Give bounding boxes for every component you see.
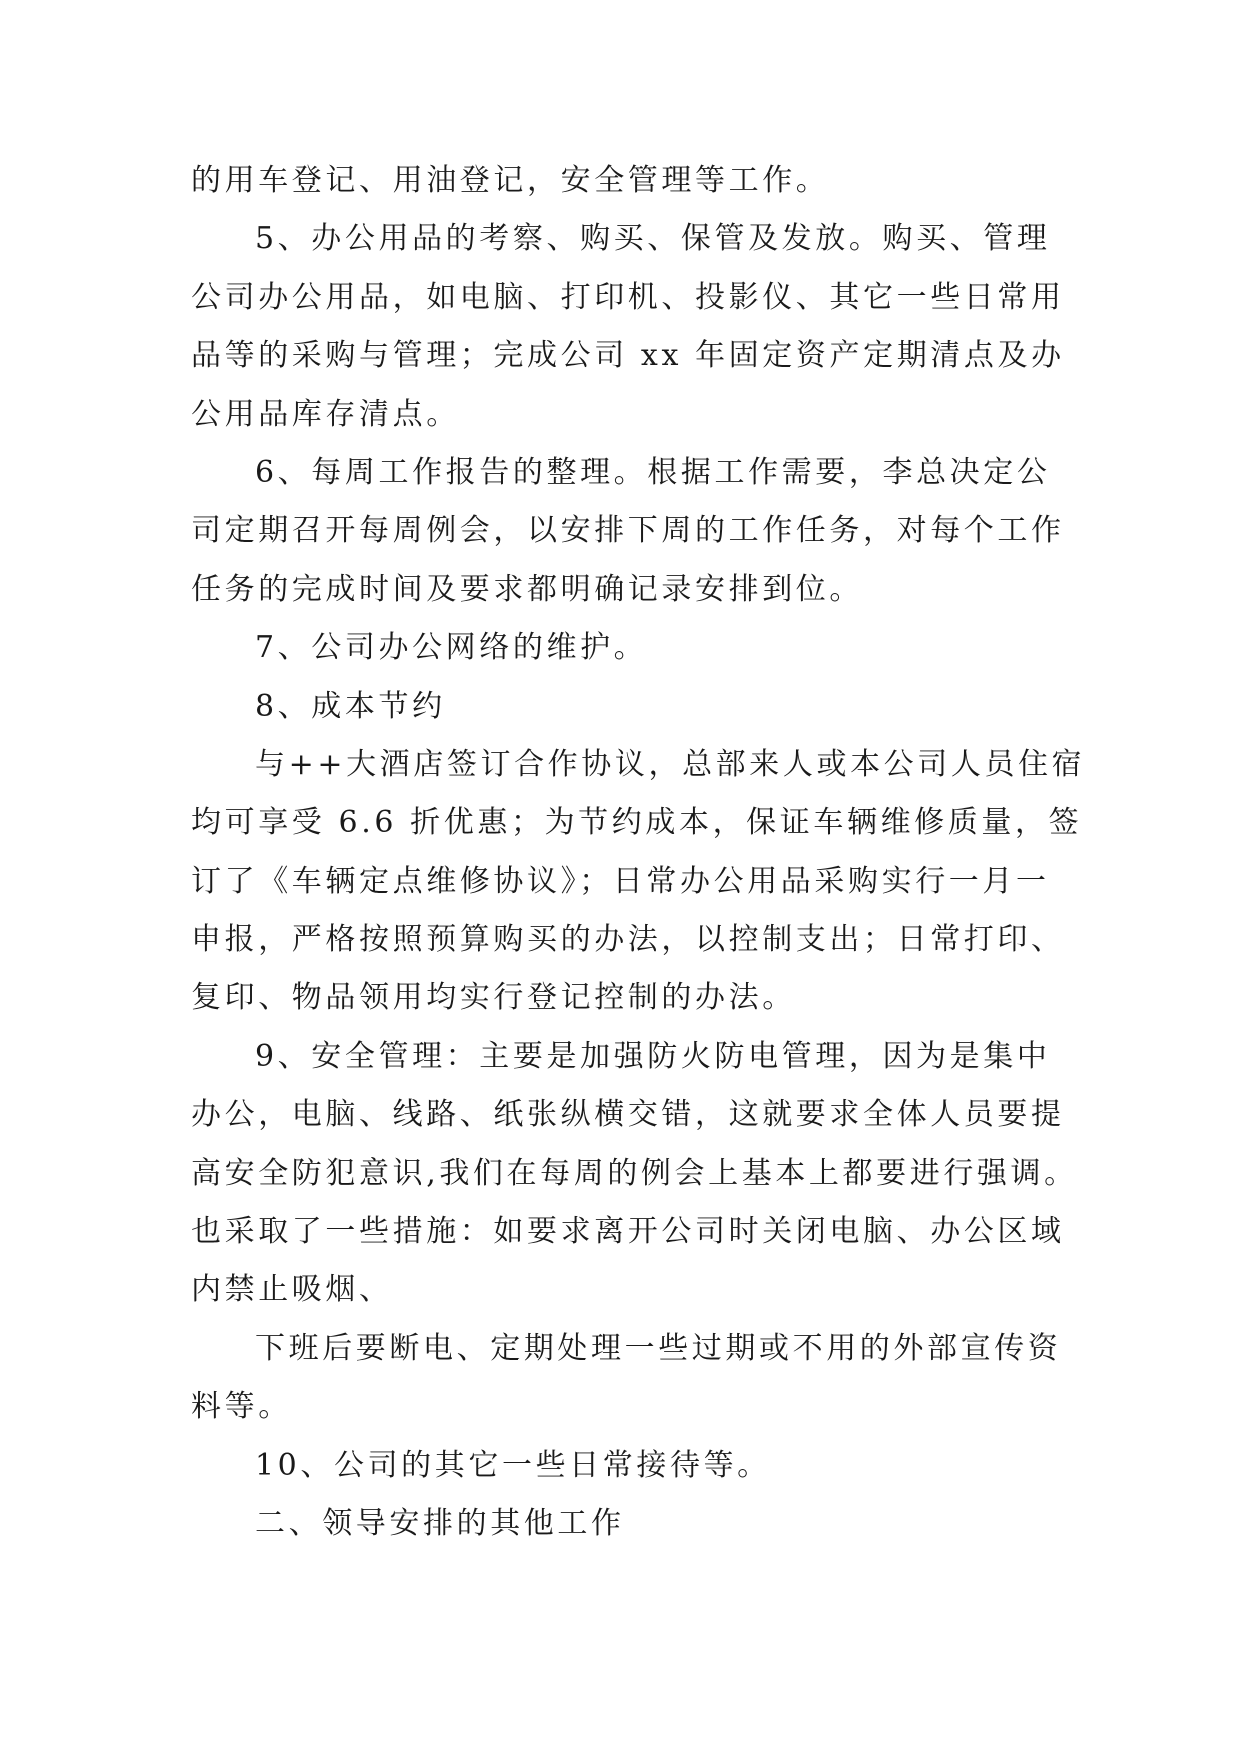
paragraph-line: 复印、物品领用均实行登记控制的办法。 <box>191 980 796 1016</box>
paragraph-line: 9、安全管理：主要是加强防火防电管理，因为是集中 <box>255 1038 1051 1074</box>
paragraph-line: 下班后要断电、定期处理一些过期或不用的外部宣传资 <box>255 1330 1062 1366</box>
paragraph-line: 内禁止吸烟、 <box>191 1272 393 1308</box>
paragraph-line: 均可享受 6.6 折优惠；为节约成本，保证车辆维修质量，签 <box>191 805 1083 841</box>
paragraph-line: 申报，严格按照预算购买的办法，以控制支出；日常打印、 <box>191 922 1065 958</box>
paragraph-line: 也采取了一些措施：如要求离开公司时关闭电脑、办公区域 <box>191 1214 1065 1250</box>
paragraph-line: 6、每周工作报告的整理。根据工作需要，李总决定公 <box>255 454 1051 490</box>
paragraph-line: 订了《车辆定点维修协议》；日常办公用品采购实行一月一 <box>191 863 1050 899</box>
section-heading: 二、领导安排的其他工作 <box>255 1505 625 1541</box>
paragraph-line: 料等。 <box>191 1389 292 1425</box>
paragraph-line: 7、公司办公网络的维护。 <box>255 630 648 666</box>
paragraph-line: 的用车登记、用油登记，安全管理等工作。 <box>191 163 830 198</box>
paragraph-line: 品等的采购与管理；完成公司 xx 年固定资产定期清点及办 <box>191 338 1065 374</box>
paragraph-line: 公司办公用品，如电脑、打印机、投影仪、其它一些日常用 <box>191 279 1065 315</box>
paragraph-line: 10、公司的其它一些日常接待等。 <box>255 1447 771 1483</box>
paragraph-line: 高安全防犯意识,我们在每周的例会上基本上都要进行强调。 <box>191 1155 1078 1191</box>
paragraph-line: 8、成本节约 <box>255 688 446 724</box>
paragraph-line: 司定期召开每周例会，以安排下周的工作任务，对每个工作 <box>191 513 1065 549</box>
paragraph-line: 任务的完成时间及要求都明确记录安排到位。 <box>191 571 863 607</box>
paragraph-line: 公用品库存清点。 <box>191 396 460 432</box>
paragraph-line: 与++大酒店签订合作协议，总部来人或本公司人员住宿 <box>255 746 1086 782</box>
paragraph-line: 5、办公用品的考察、购买、保管及发放。购买、管理 <box>255 221 1051 257</box>
document-body <box>191 152 1086 1553</box>
paragraph-line: 办公，电脑、线路、纸张纵横交错，这就要求全体人员要提 <box>191 1097 1065 1133</box>
